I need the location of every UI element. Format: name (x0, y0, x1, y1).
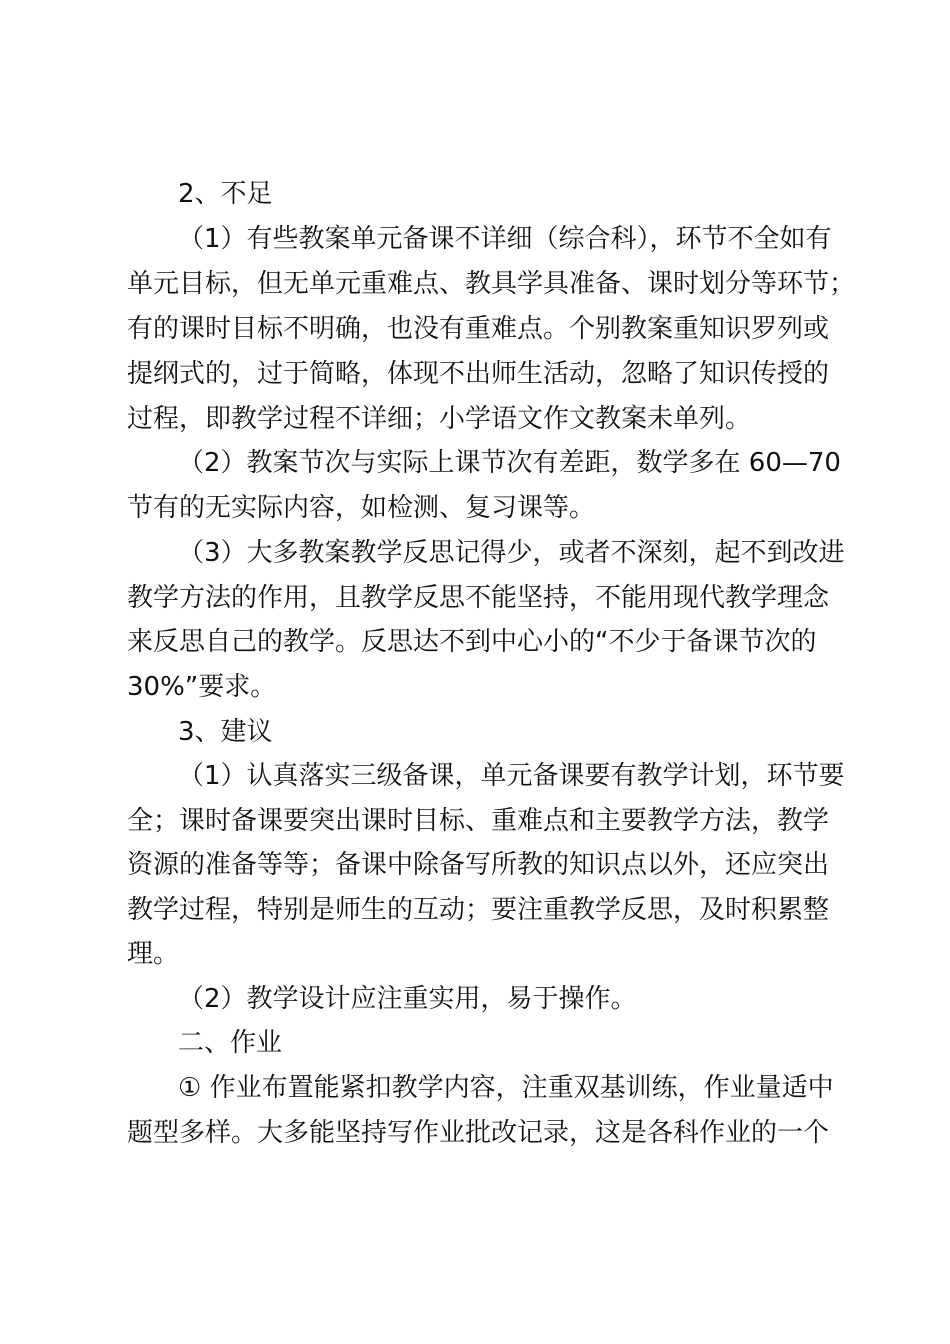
paragraph-line: （1）认真落实三级备课，单元备课要有教学计划，环节要 (178, 761, 845, 791)
paragraph-line: 全；课时备课要突出课时目标、重难点和主要教学方法，教学 (127, 806, 830, 836)
paragraph-line: 提纲式的，过于简略，体现不出师生活动，忽略了知识传授的 (127, 359, 830, 389)
section-heading-shortcomings: 2、不足 (178, 179, 273, 209)
paragraph-line: 理。 (127, 939, 180, 969)
paragraph-line: （3）大多教案教学反思记得少，或者不深刻，起不到改进 (178, 538, 845, 568)
paragraph-line: 有的课时目标不明确，也没有重难点。个别教案重知识罗列或 (127, 314, 830, 344)
paragraph-line: （2）教学设计应注重实用，易于操作。 (178, 984, 637, 1014)
paragraph-line: 单元目标，但无单元重难点、教具学具准备、课时划分等环节； (127, 269, 856, 299)
paragraph-line: 节有的无实际内容，如检测、复习课等。 (127, 493, 596, 523)
paragraph-line: 教学方法的作用，且教学反思不能坚持，不能用现代教学理念 (127, 583, 830, 613)
paragraph-line: 过程，即教学过程不详细；小学语文作文教案未单列。 (127, 404, 752, 434)
section-heading-suggestions: 3、建议 (178, 717, 273, 747)
paragraph-line: 来反思自己的教学。反思达不到中心小的“不少于备课节次的 (127, 627, 817, 657)
paragraph-line: （2）教案节次与实际上课节次有差距，数学多在 60—70 (178, 448, 841, 478)
paragraph-line: 资源的准备等等；备课中除备写所教的知识点以外，还应突出 (127, 850, 830, 880)
section-heading-homework: 二、作业 (178, 1028, 283, 1058)
paragraph-line: 30%”要求。 (127, 672, 277, 702)
paragraph-line: 教学过程，特别是师生的互动；要注重教学反思，及时积累整 (127, 895, 830, 925)
paragraph-line: （1）有些教案单元备课不详细（综合科），环节不全如有 (178, 224, 832, 254)
paragraph-line: 题型多样。大多能坚持写作业批改记录，这是各科作业的一个 (127, 1118, 830, 1148)
paragraph-line: ① 作业布置能紧扣教学内容，注重双基训练，作业量适中 (178, 1073, 834, 1103)
